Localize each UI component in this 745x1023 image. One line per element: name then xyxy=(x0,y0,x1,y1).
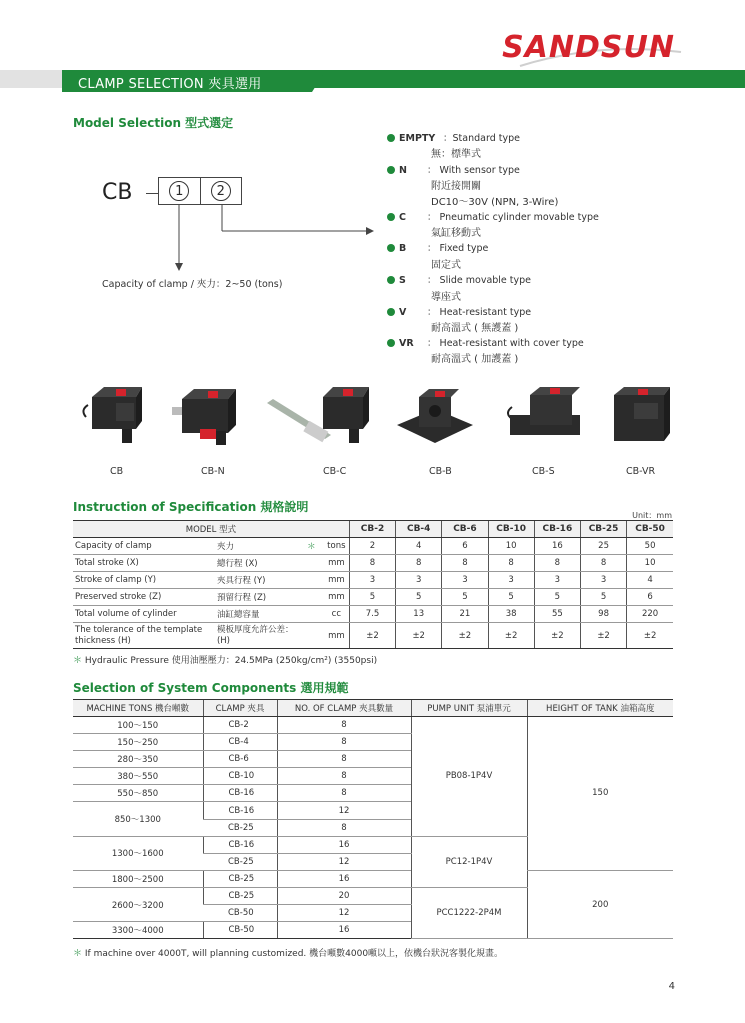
option-b: B ： Fixed type xyxy=(387,240,488,254)
table-row: 380～550 CB-10 8 xyxy=(73,768,673,785)
spec-row: Capacity of clamp 夾力 ＊ tons 2 4 6 10 16 25 50 xyxy=(73,538,673,555)
tank-cell: 200 xyxy=(527,870,673,938)
option-n-zh: 附近接開關 xyxy=(431,181,481,192)
product-cb-vr-image xyxy=(608,385,673,450)
model-col: CB-2 xyxy=(349,521,395,538)
option-vr: VR ： Heat-resistant with cover type xyxy=(387,335,584,349)
model-col: CB-16 xyxy=(534,521,580,538)
product-label-cb-n: CB-N xyxy=(201,466,225,477)
product-cb-c-image xyxy=(265,385,375,450)
option-empty: EMPTY ：Standard type xyxy=(387,130,520,144)
page-number: 4 xyxy=(668,981,675,992)
option-empty-zh: 無：標準式 xyxy=(431,149,481,160)
product-label-cb-b: CB-B xyxy=(429,466,452,477)
product-cb-s-image xyxy=(500,385,585,450)
option-b-zh: 固定式 xyxy=(431,260,461,271)
table-row: 1300～1600 CB-16 16 PC12-1P4V xyxy=(73,836,673,853)
table-row: 1800～2500 CB-25 16 200 xyxy=(73,870,673,887)
product-cb-n-image xyxy=(172,385,247,450)
col-tank-height: HEIGHT OF TANK 油箱高度 xyxy=(527,700,673,717)
header-bar-left xyxy=(0,70,62,88)
table-row: CB-50 12 xyxy=(73,905,673,922)
code-slot-1: 1 xyxy=(169,181,189,201)
option-c: C ： Pneumatic cylinder movable type xyxy=(387,209,599,223)
option-v: V ： Heat-resistant type xyxy=(387,304,531,318)
spec-table xyxy=(73,520,673,649)
model-col: CB-50 xyxy=(627,521,673,538)
option-s-zh: 導座式 xyxy=(431,292,461,303)
product-cb-b-image xyxy=(395,385,475,450)
table-row: 550～850 CB-16 8 xyxy=(73,785,673,802)
spec-row: Preserved stroke (Z) 預留行程 (Z) mm 5 5 5 5 5 5 6 xyxy=(73,589,673,606)
model-code-box xyxy=(158,177,242,205)
option-vr-zh: 耐高溫式 ( 加護蓋 ) xyxy=(431,354,519,365)
product-label-cb-vr: CB-VR xyxy=(626,466,656,477)
table-row: CB-25 8 xyxy=(73,819,673,836)
system-table xyxy=(73,699,673,939)
bullet-icon xyxy=(387,166,395,174)
prefix-dash xyxy=(146,193,158,194)
spec-row: Total volume of cylinder 油缸總容量 cc 7.5 13 21 38 55 98 220 xyxy=(73,606,673,623)
table-row: 3300～4000 CB-50 16 xyxy=(73,922,673,939)
page-title: CLAMP SELECTION 夾具選用 xyxy=(62,70,312,92)
product-cb-image xyxy=(80,385,150,450)
table-row: CB-25 12 xyxy=(73,853,673,870)
table-row: 2600～3200 CB-25 20 PCC1222-2P4M xyxy=(73,887,673,904)
system-title: Selection of System Components 選用規範 xyxy=(73,681,349,695)
tank-cell: 150 xyxy=(527,717,673,871)
spec-row: Stroke of clamp (Y) 夾具行程 (Y) mm 3 3 3 3 3 3 4 xyxy=(73,572,673,589)
spec-row: The tolerance of the template thickness (H) 模板厚度允許公差：(H) mm ±2 ±2 ±2 ±2 ±2 ±2 ±2 xyxy=(73,623,673,649)
bullet-icon xyxy=(387,339,395,347)
option-v-zh: 耐高溫式 ( 無護蓋 ) xyxy=(431,323,519,334)
pump-cell: PCC1222-2P4M xyxy=(411,887,527,938)
col-clamp: CLAMP 夾具 xyxy=(203,700,277,717)
table-row: 280～350 CB-6 8 xyxy=(73,751,673,768)
product-label-cb-c: CB-C xyxy=(323,466,347,477)
system-note: ＊ If machine over 4000T, will planning customized. 機台噸數4000噸以上，依機台狀況客製化規畫。 xyxy=(73,949,504,959)
option-s: S ： Slide movable type xyxy=(387,272,531,286)
unit-note: Unit：mm xyxy=(632,511,672,520)
col-no-of-clamp: NO. OF CLAMP 夾具數量 xyxy=(277,700,411,717)
spec-row: Total stroke (X) 總行程 (X) mm 8 8 8 8 8 8 10 xyxy=(73,555,673,572)
model-col: CB-10 xyxy=(488,521,534,538)
col-pump-unit: PUMP UNIT 泵浦單元 xyxy=(411,700,527,717)
hydraulic-note: ＊ Hydraulic Pressure 使用油壓壓力：24.5MPa (250kg/cm²) (3550psi) xyxy=(73,656,378,666)
bullet-icon xyxy=(387,308,395,316)
bullet-icon xyxy=(387,276,395,284)
product-label-cb-s: CB-S xyxy=(532,466,555,477)
pump-cell: PC12-1P4V xyxy=(411,836,527,887)
model-code-arrows xyxy=(170,205,380,275)
table-row: 150～250 CB-4 8 xyxy=(73,734,673,751)
pump-cell: PB08-1P4V xyxy=(411,717,527,837)
table-row: 850～1300 CB-16 12 xyxy=(73,802,673,819)
model-header: MODEL 型式 xyxy=(73,521,349,538)
option-n: N ： With sensor type xyxy=(387,162,520,176)
table-row: 100～150 CB-2 8 PB08-1P4V 150 xyxy=(73,717,673,734)
model-col: CB-25 xyxy=(580,521,626,538)
model-selection-title: Model Selection 型式選定 xyxy=(73,116,234,130)
spec-title: Instruction of Specification 規格說明 xyxy=(73,500,309,514)
capacity-note: Capacity of clamp / 夾力：2~50 (tons) xyxy=(102,279,283,290)
brand-logo: SANDSUN xyxy=(502,30,675,65)
product-label-cb: CB xyxy=(110,466,124,477)
code-slot-2: 2 xyxy=(211,181,231,201)
model-prefix: CB xyxy=(102,180,133,205)
bullet-icon xyxy=(387,134,395,142)
option-c-zh: 氣缸移動式 xyxy=(431,228,481,239)
model-col: CB-6 xyxy=(442,521,488,538)
model-col: CB-4 xyxy=(396,521,442,538)
bullet-icon xyxy=(387,213,395,221)
col-machine-tons: MACHINE TONS 機台噸數 xyxy=(73,700,203,717)
bullet-icon xyxy=(387,244,395,252)
option-n-spec: DC10～30V (NPN, 3-Wire) xyxy=(431,197,559,208)
